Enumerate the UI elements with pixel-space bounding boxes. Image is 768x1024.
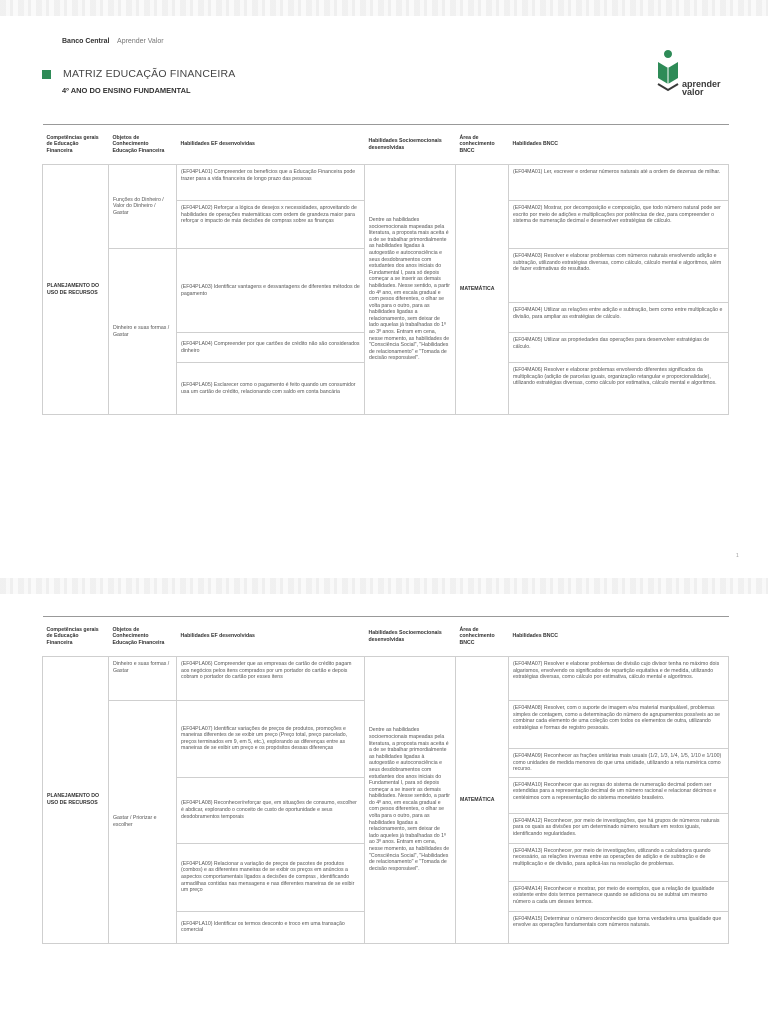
page-number: 1	[736, 553, 739, 559]
bncc-cell: (EF04MA10) Reconhecer que as regras do sistema de numeração decimal podem ser estendidas para a representação decimal de um número racional e relacionar décimos e centésimos com a representação do sistema monetário brasileiro.	[509, 777, 729, 813]
table-header-row	[43, 617, 729, 657]
bncc-cell: (EF04MA12) Reconhecer, por meio de investigações, que há grupos de números naturais para os quais as divisões por um determinado número resultam em restos iguais, identificando regularidades.	[509, 813, 729, 843]
document-title	[42, 68, 235, 80]
bncc-cell: (EF04MA05) Utilizar as propriedades das operações para desenvolver estratégias de cálculo.	[509, 333, 729, 363]
page-subtitle: 4º ANO DO ENSINO FUNDAMENTAL	[62, 86, 191, 95]
page-title: MATRIZ EDUCAÇÃO FINANCEIRA	[63, 68, 236, 80]
decorative-pattern-top	[0, 0, 768, 16]
objeto-cell: Funções do Dinheiro / Valor do Dinheiro / Gastar	[109, 165, 177, 249]
col-header: Área de conhecimento BNCC	[456, 617, 509, 657]
table-row	[43, 165, 729, 201]
competencia-cell: PLANEJAMENTO DO USO DE RECURSOS	[43, 657, 109, 944]
table-row	[43, 657, 729, 701]
col-header: Habilidades BNCC	[509, 617, 729, 657]
ef-cell: (EF04PLA10) Identificar os termos desconto e troco em uma transação comercial	[177, 911, 365, 943]
objeto-cell: Gastar / Priorizar e escolher	[109, 701, 177, 944]
area-cell: MATEMÁTICA	[456, 165, 509, 415]
ef-cell: (EF04PLA08) Reconhecer/reforçar que, em situações de consumo, escolher é abdicar, explorando o conceito de custo de oportunidade e seus desdobramentos temporais	[177, 777, 365, 843]
col-header: Competências gerais de Educação Financeira	[43, 125, 109, 165]
area-cell: MATEMÁTICA	[456, 657, 509, 944]
bncc-cell: (EF04MA06) Resolver e elaborar problemas envolvendo diferentes significados da multiplicação (adição de parcelas iguais, organização retangular e proporcionalidade), utilizando estratégias diversas, como cálculo por estimativa, cálculo mental e algoritmos.	[509, 363, 729, 415]
ef-cell: (EF04PLA05) Esclarecer como o pagamento é feito quando um consumidor usa um cartão de crédito, relacionando com saldo em conta bancária	[177, 363, 365, 415]
bncc-cell: (EF04MA04) Utilizar as relações entre adição e subtração, bem como entre multiplicação e divisão, para ampliar as estratégias de cálculo.	[509, 303, 729, 333]
bncc-cell: (EF04MA13) Reconhecer, por meio de investigações, utilizando a calculadora quando necessário, as relações inversas entre as operações de adição e de subtração e de multiplicação e de divisão, para aplicá-las na resolução de problemas.	[509, 843, 729, 881]
bncc-cell: (EF04MA09) Reconhecer as frações unitárias mais usuais (1/2, 1/3, 1/4, 1/5, 1/10 e 1/100) como unidades de medida menores do que uma unidade, utilizando a reta numérica como recurso.	[509, 749, 729, 778]
bncc-cell: (EF04MA14) Reconhecer e mostrar, por meio de exemplos, que a relação de igualdade existente entre dois termos permanece quando se adiciona ou se subtrai um mesmo número a cada um desses termos.	[509, 881, 729, 911]
bncc-cell: (EF04MA15) Determinar o número desconhecido que torna verdadeira uma igualdade que envolve as operações fundamentais com números naturais.	[509, 911, 729, 943]
socio-cell: Dentre as habilidades socioemocionais mapeadas pela literatura, a proposta mais aceita é a de se trabalhar primordialmente as habilidades ligadas à autogestão e autoconsciência e seus desdobramentos com estudantes dos anos iniciais do Fundamental I, para só depois começar a se inserir as demais habilidades. Nesse sentido, a partir do 4º ano, em escala gradual e com pesos diferentes, o olhar se volta para o outro, para as habilidades ligadas a relacionamento, sem deixar de lado aqueles já trabalhadas do 1º ao 3º anos. Entram em cena, nesse momento, as habilidades de "Consciência Social", "Habilidades de relacionamento" e "Tomada de decisão responsável".	[365, 657, 456, 944]
col-header: Área de conhecimento BNCC	[456, 125, 509, 165]
ef-cell: (EF04PLA09) Relacionar a variação de preços de pacotes de produtos (combos) e as diferentes maneiras de se exibir os preços em anúncios a aspectos comportamentais ligados a decisões de compras , identificando armadilhas contidas nas mensagens e nas diferentes maneiras de se exibir um preço	[177, 843, 365, 911]
logo-text	[682, 80, 721, 96]
ef-cell: (EF04PLA02) Reforçar a lógica de desejos x necessidades, aproveitando de habilidades de operações matemáticas com ordem de grandeza maior para reforçar o impacto de más decisões de compras sobre as finanças	[177, 201, 365, 249]
ef-cell: (EF04PLA06) Compreender que as empresas de cartão de crédito pagam aos negócios pelos itens comprados por um portador do cartão e depois cobram o portador do cartão por esses itens	[177, 657, 365, 701]
logo-line-2: valor	[682, 87, 704, 97]
col-header: Objetos de Conhecimento Educação Financeira	[109, 125, 177, 165]
bncc-cell: (EF04MA08) Resolver, com o suporte de imagem e/ou material manipulável, problemas simples de contagem, como a determinação do número de agrupamentos possíveis ao se combinar cada elemento de uma coleção com todos os elementos de outra, utilizando estratégias e formas de registro pessoais.	[509, 701, 729, 749]
header-brand: Aprender Valor	[117, 38, 164, 45]
bncc-cell: (EF04MA03) Resolver e elaborar problemas com números naturais envolvendo adição e subtração, utilizando estratégias diversas, como cálculo, cálculo mental e algoritmos, além de fazer estimativas do resultado.	[509, 249, 729, 303]
col-header: Objetos de Conhecimento Educação Financeira	[109, 617, 177, 657]
col-header: Habilidades EF desenvolvidas	[177, 617, 365, 657]
competencia-cell: PLANEJAMENTO DO USO DE RECURSOS	[43, 165, 109, 415]
bncc-cell: (EF04MA02) Mostrar, por decomposição e composição, que todo número natural pode ser escrito por meio de adições e multiplicações por potências de dez, para compreender o sistema de numeração decimal e desenvolver estratégias de cálculo.	[509, 201, 729, 249]
decorative-pattern-page-2	[0, 578, 768, 594]
bncc-cell: (EF04MA01) Ler, escrever e ordenar números naturais até a ordem de dezenas de milhar.	[509, 165, 729, 201]
ef-cell: (EF04PLA01) Compreender os benefícios que a Educação Financeira pode trazer para a vida financeira de longo prazo das pessoas	[177, 165, 365, 201]
ef-cell: (EF04PLA07) Identificar variações de preços de produtos, promoções e maneiras diferentes de se exibir um preço (Preço total, preço parcelado, preços terminados em 9, em 5, etc.), explorando as diferenças entre as maneiras de se exibir um preço e os propósitos dessas diferenças	[177, 701, 365, 778]
matrix-table-page-1	[42, 124, 729, 415]
col-header: Habilidades EF desenvolvidas	[177, 125, 365, 165]
col-header: Habilidades BNCC	[509, 125, 729, 165]
ef-cell: (EF04PLA04) Compreender por que cartões de crédito não são considerados dinheiro	[177, 333, 365, 363]
matrix-table-page-2	[42, 616, 729, 944]
logo-line-1: aprender	[682, 79, 721, 89]
header-org: Banco Central	[62, 38, 110, 45]
col-header: Competências gerais de Educação Financeira	[43, 617, 109, 657]
socio-cell: Dentre as habilidades socioemocionais mapeadas pela literatura, a proposta mais aceita é a de se trabalhar primordialmente as habilidades ligadas à autogestão e autoconsciência e seus desdobramentos com estudantes dos anos iniciais do Fundamental I, para só depois começar a se inserir as demais habilidades. Nesse sentido, a partir do 4º ano, em escala gradual e com pesos diferentes, o olhar se volta para o outro, para as habilidades ligadas a relacionamento, sem deixar de lado aquelas já trabalhadas do 1º ao 3º anos. Entram em cena, nesse momento, as habilidades de "Consciência Social", "Habilidades de relacionamento" e "Tomada de decisão responsável".	[365, 165, 456, 415]
col-header: Habilidades Socioemocionais desenvolvidas	[365, 617, 456, 657]
document-header	[62, 38, 164, 45]
ef-cell: (EF04PLA03) Identificar vantagens e desvantagens de diferentes métodos de pagamento	[177, 249, 365, 333]
objeto-cell: Dinheiro e suas formas / Gastar	[109, 657, 177, 701]
title-marker-icon	[42, 70, 51, 79]
table-header-row	[43, 125, 729, 165]
col-header: Habilidades Socioemocionais desenvolvidas	[365, 125, 456, 165]
bncc-cell: (EF04MA07) Resolver e elaborar problemas de divisão cujo divisor tenha no máximo dois algarismos, envolvendo os significados de repartição equitativa e de medida, utilizando estratégias diversas, como cálculo por estimativa, cálculo mental e algoritmos.	[509, 657, 729, 701]
objeto-cell: Dinheiro e suas formas / Gastar	[109, 249, 177, 415]
